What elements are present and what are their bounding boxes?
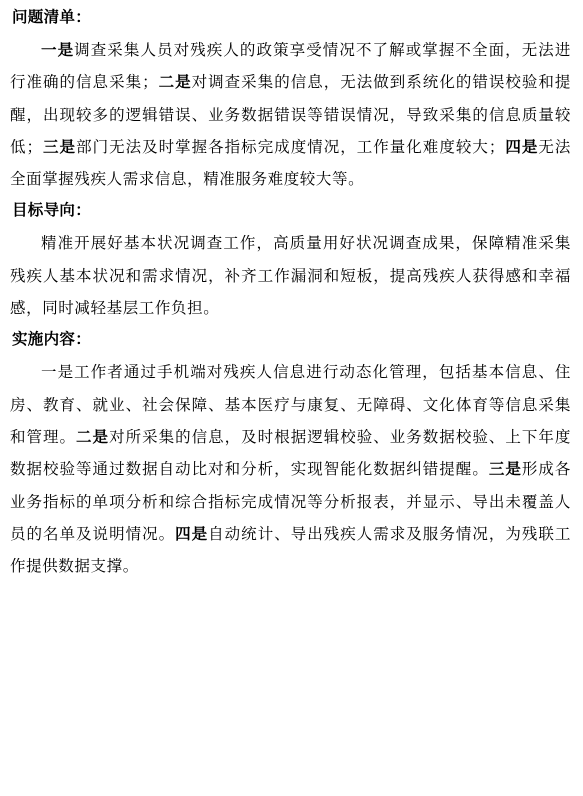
text-run: 对调查采集的信息，无法做到系统化的错误校验和提醒，出现较多的逻辑错误、业务数据错误等错误情况，导致采集的信息质量较低；: [10, 73, 571, 156]
bold-lead-phrase: 二是: [158, 73, 192, 92]
section-heading-problem-list: 问题清单：: [12, 8, 92, 26]
implementation-paragraph: [10, 356, 573, 582]
text-run: 自动统计、导出残疾人需求及服务情况，为残联工作提供数据支撑。: [10, 524, 571, 576]
bold-lead-phrase: 三是: [42, 137, 77, 156]
text-run: 无法全面掌握残疾人需求信息，精准服务难度较大等。: [10, 137, 572, 189]
bold-lead-phrase: 三是: [488, 460, 522, 479]
text-run: 对所采集的信息，及时根据逻辑校验、业务数据校验、上下年度数据校验等通过数据自动比对和分析，实现智能化数据纠错提醒。: [10, 427, 571, 479]
bold-lead-phrase: 二是: [76, 427, 110, 446]
text-run: 部门无法及时掌握各指标完成度情况，工作量化难度较大；: [76, 137, 505, 156]
document-page: [10, 6, 573, 582]
text-run: 一是工作者通过手机端对残疾人信息进行动态化管理，包括基本信息、住房、教育、就业、社会保障、基本医疗与康复、无障碍、文化体育等信息采集和管理。: [10, 363, 571, 446]
text-run: 精准开展好基本状况调查工作，高质量用好状况调查成果，保障精准采集残疾人基本状况和需求情况，补齐工作漏洞和短板，提高残疾人获得感和幸福感，同时减轻基层工作负担。: [10, 234, 571, 318]
bold-lead-phrase: 四是: [175, 524, 209, 543]
text-run: 形成各业务指标的单项分析和综合指标完成情况等分析报表，并显示、导出未覆盖人员的名单及说明情况。: [10, 460, 571, 543]
problem-list-paragraph: [10, 34, 573, 195]
bold-lead-phrase: 一是: [41, 41, 75, 59]
text-run: 调查采集人员对残疾人的政策享受情况不了解或掌握不全面，无法进行准确的信息采集；: [10, 41, 571, 92]
section-heading-goal-orientation: 目标导向：: [12, 201, 92, 220]
goal-orientation-paragraph: [10, 227, 573, 324]
bold-lead-phrase: 四是: [504, 137, 539, 156]
section-heading-implementation: 实施内容：: [12, 330, 92, 349]
